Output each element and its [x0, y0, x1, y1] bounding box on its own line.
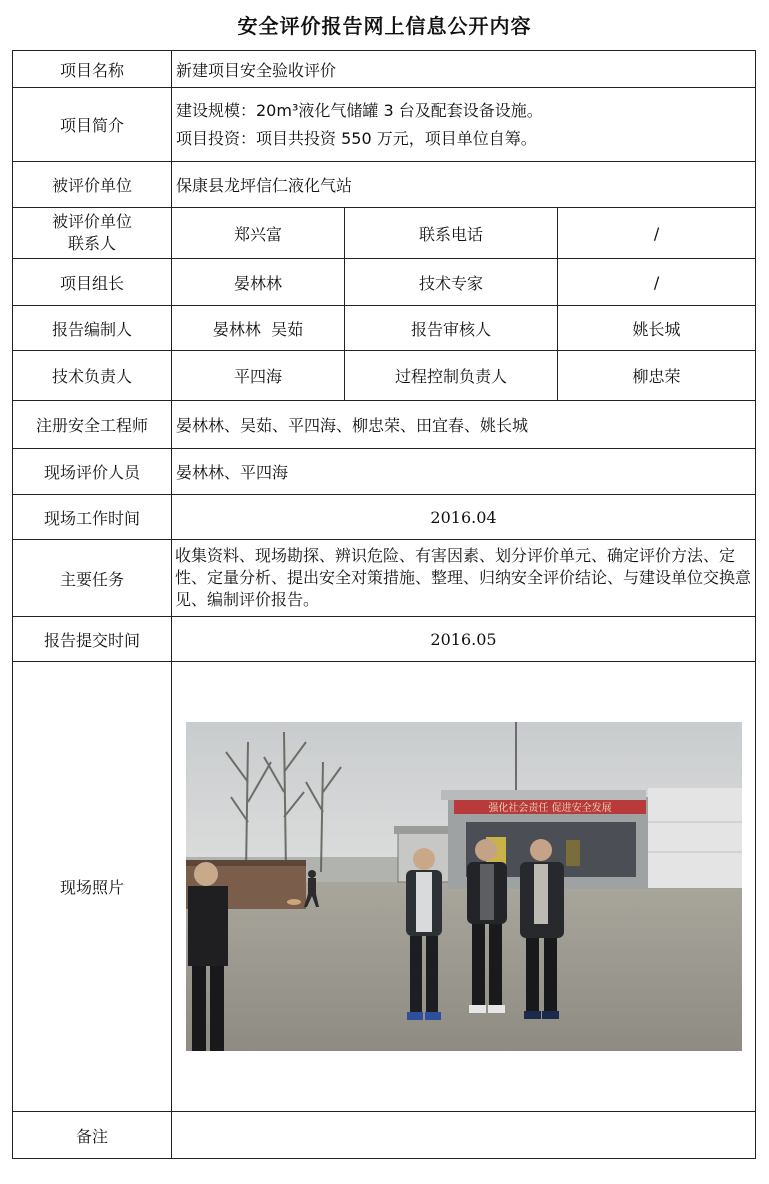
site-staff-value: 晏林林、平四海 — [172, 449, 756, 495]
process-control-value: 柳忠荣 — [558, 351, 756, 401]
remarks-label: 备注 — [13, 1112, 172, 1159]
table-row — [13, 162, 756, 208]
reviewer-value: 姚长城 — [558, 306, 756, 351]
submit-time-value: 2016.05 — [172, 617, 756, 662]
site-staff-label: 现场评价人员 — [13, 449, 172, 495]
site-time-label: 现场工作时间 — [13, 495, 172, 540]
team-leader-value: 晏林林 — [172, 259, 345, 306]
main-tasks-value: 收集资料、现场勘探、辨识危险、有害因素、划分评价单元、确定评价方法、定性、定量分析、提出安全对策措施、整理、归纳安全评价结论、与建设单位交换意见、编制评价报告。 — [172, 540, 756, 617]
site-time-value: 2016.04 — [172, 495, 756, 540]
project-investment-text: 项目投资：项目共投资 550 万元，项目单位自筹。 — [176, 128, 537, 148]
report-writer-value: 晏林林 吴茹 — [172, 306, 345, 351]
contact-label-line2: 联系人 — [67, 234, 116, 253]
project-name-value: 新建项目安全验收评价 — [172, 51, 756, 88]
project-name-label: 项目名称 — [13, 51, 172, 88]
phone-label: 联系电话 — [345, 208, 558, 259]
table-row — [13, 401, 756, 449]
site-photo-cell — [172, 662, 756, 1112]
table-row — [13, 1112, 756, 1159]
main-tasks-label: 主要任务 — [13, 540, 172, 617]
table-row — [13, 306, 756, 351]
evaluated-unit-label: 被评价单位 — [13, 162, 172, 208]
table-row — [13, 88, 756, 162]
project-scale-text: 建设规模：20m³液化气储罐 3 台及配套设备设施。 — [176, 100, 543, 120]
site-photo-label: 现场照片 — [13, 662, 172, 1112]
table-row — [13, 259, 756, 306]
table-row — [13, 617, 756, 662]
project-intro-value — [172, 88, 756, 162]
table-row — [13, 351, 756, 401]
table-row — [13, 662, 756, 1112]
evaluated-unit-value: 保康县龙坪信仁液化气站 — [172, 162, 756, 208]
table-row — [13, 540, 756, 617]
phone-value: / — [558, 208, 756, 259]
expert-value: / — [558, 259, 756, 306]
table-row — [13, 449, 756, 495]
team-leader-label: 项目组长 — [13, 259, 172, 306]
report-writer-label: 报告编制人 — [13, 306, 172, 351]
safety-engineers-label: 注册安全工程师 — [13, 401, 172, 449]
tech-lead-value: 平四海 — [172, 351, 345, 401]
site-photo — [186, 722, 742, 1051]
contact-label-line1: 被评价单位 — [51, 212, 132, 231]
expert-label: 技术专家 — [345, 259, 558, 306]
contact-label — [13, 208, 172, 259]
tech-lead-label: 技术负责人 — [13, 351, 172, 401]
remarks-value — [172, 1112, 756, 1159]
page-title: 安全评价报告网上信息公开内容 — [237, 14, 532, 38]
reviewer-label: 报告审核人 — [345, 306, 558, 351]
table-row — [13, 495, 756, 540]
table-row — [13, 208, 756, 259]
info-table — [12, 50, 756, 1159]
safety-engineers-value: 晏林林、吴茹、平四海、柳忠荣、田宜春、姚长城 — [172, 401, 756, 449]
project-intro-label: 项目简介 — [13, 88, 172, 162]
banner-text: 强化社会责任 促进安全发展 — [487, 803, 612, 814]
table-row — [13, 51, 756, 88]
submit-time-label: 报告提交时间 — [13, 617, 172, 662]
contact-value: 郑兴富 — [172, 208, 345, 259]
process-control-label: 过程控制负责人 — [345, 351, 558, 401]
